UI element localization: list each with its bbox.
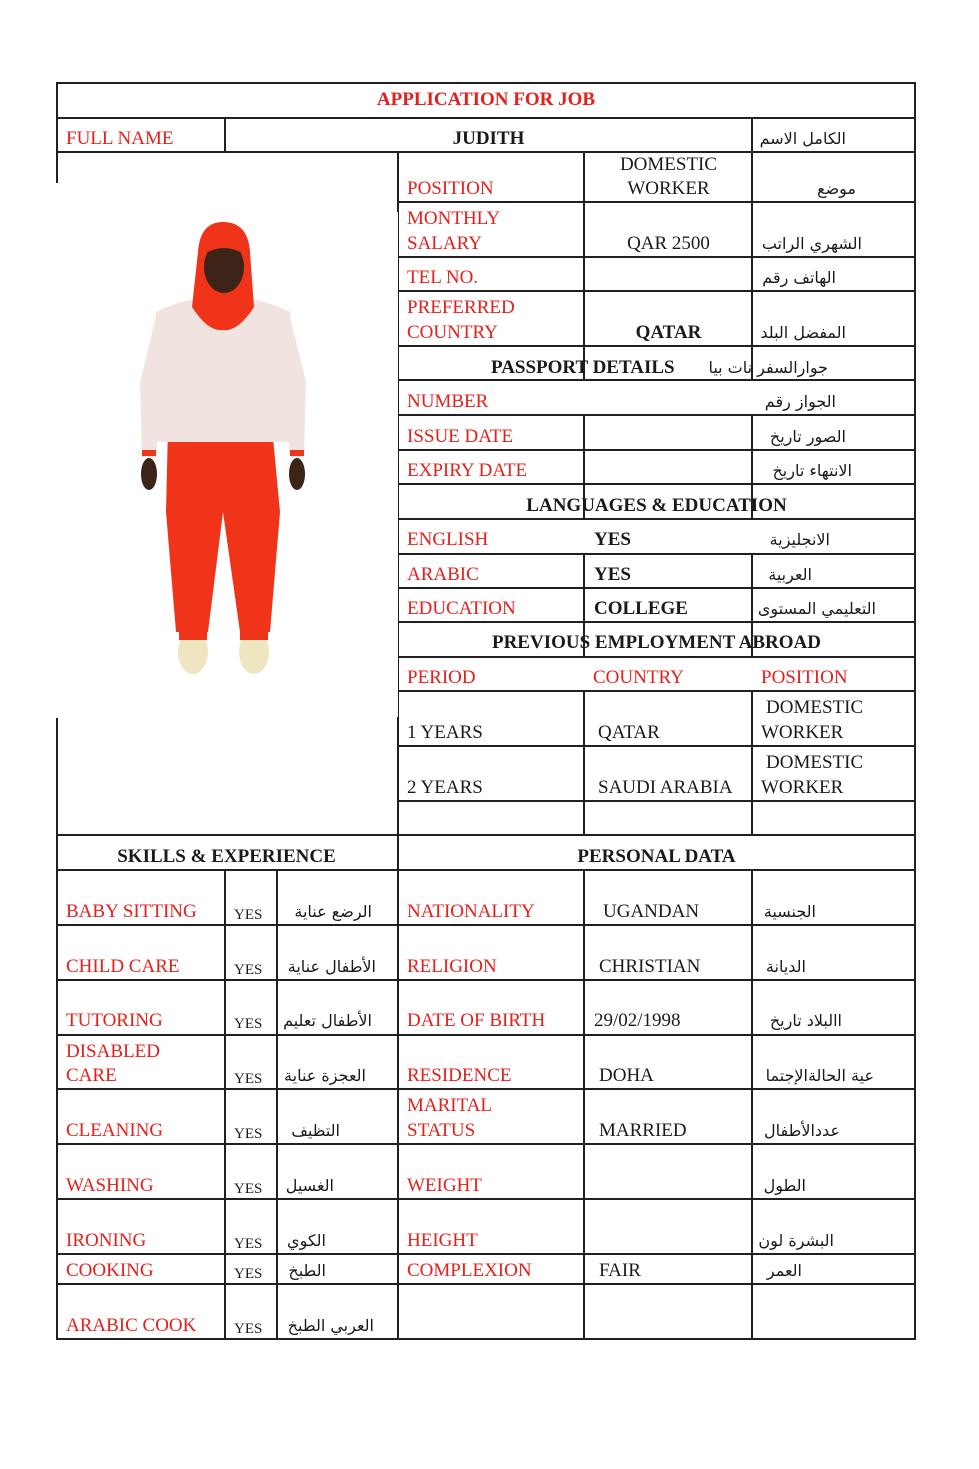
employment-header-country: COUNTRY (593, 667, 684, 688)
salary-ar: الشهري الراتب (761, 234, 862, 253)
marital-status-label-l1: MARITAL (407, 1095, 493, 1116)
nationality-value: UGANDAN (603, 901, 700, 922)
residence-value: DOHA (599, 1065, 654, 1086)
employment-row-2-position-l1: DOMESTIC (766, 752, 864, 773)
expiry-date-ar: الانتهاء تاريخ (772, 461, 852, 480)
preferred-country-label-l1: PREFERRED (407, 297, 515, 318)
skill-child-care-value: YES (234, 962, 263, 978)
position-value-l1: DOMESTIC (619, 154, 718, 175)
employment-row-1-position-l2: WORKER (761, 722, 844, 743)
tel-ar: الهاتف رقم (762, 268, 836, 287)
weight-ar: الطول (763, 1176, 806, 1195)
residence-label: RESIDENCE (407, 1065, 512, 1086)
employment-row-2-position-l2: WORKER (761, 777, 844, 798)
skill-ironing-value: YES (234, 1236, 263, 1252)
languages-heading: LANGUAGES & EDUCATION (526, 495, 787, 516)
issue-date-label: ISSUE DATE (407, 426, 514, 447)
employment-row-1-country: QATAR (598, 722, 660, 743)
religion-value: CHRISTIAN (599, 956, 701, 977)
skill-child-care-label: CHILD CARE (66, 956, 180, 977)
employment-row-2-country: SAUDI ARABIA (598, 777, 733, 798)
residence-ar: عية الحالةالإجتما (765, 1066, 874, 1085)
salary-label-l2: SALARY (407, 233, 482, 254)
passport-heading-ar: جوارالسفر نات بيا (708, 358, 828, 377)
weight-label: WEIGHT (407, 1175, 482, 1196)
skill-cooking-value: YES (234, 1266, 263, 1282)
date-of-birth-ar: االبلاد تاريخ (769, 1011, 842, 1030)
salary-label-l1: MONTHLY (407, 208, 501, 229)
skill-ironing-label: IRONING (66, 1230, 147, 1251)
preferred-country-label-l2: COUNTRY (407, 322, 498, 343)
employment-header-position: POSITION (761, 667, 848, 688)
complexion-value: FAIR (599, 1260, 641, 1281)
complexion-ar: العمر (766, 1261, 802, 1280)
marital-status-value: MARRIED (599, 1120, 687, 1141)
position-label: POSITION (407, 178, 494, 199)
skill-child-care-ar: الأطفال عناية (287, 957, 376, 976)
preferred-country-value: QATAR (635, 322, 702, 343)
skill-cleaning-ar: التظيف (291, 1121, 340, 1140)
date-of-birth-value: 29/02/1998 (594, 1010, 681, 1031)
skill-disabled-care-label-l1: DISABLED (66, 1041, 160, 1062)
education-label: EDUCATION (407, 598, 516, 619)
position-ar: موضع (817, 179, 856, 198)
skill-baby-sitting-value: YES (234, 907, 263, 923)
skill-tutoring-value: YES (234, 1016, 263, 1032)
skill-arabic-cook-value: YES (234, 1321, 263, 1337)
personal-heading: PERSONAL DATA (577, 846, 736, 867)
skill-arabic-cook-ar: العربي الطبخ (287, 1316, 374, 1335)
skill-cleaning-value: YES (234, 1126, 263, 1142)
skill-tutoring-ar: الأطفال تعليم (283, 1011, 372, 1030)
salary-value: QAR 2500 (627, 233, 710, 254)
employment-row-2-period: 2 YEARS (407, 777, 483, 798)
marital-status-ar: عددالأطفال (764, 1121, 840, 1140)
nationality-ar: الجنسية (763, 902, 816, 921)
arabic-value: YES (594, 564, 631, 585)
english-label: ENGLISH (407, 529, 489, 550)
skill-disabled-care-ar: العجزة عناية (284, 1066, 366, 1085)
education-ar: التعليمي المستوى (757, 599, 876, 618)
skill-ironing-ar: الكوي (287, 1231, 326, 1250)
date-of-birth-label: DATE OF BIRTH (407, 1010, 546, 1031)
passport-heading: PASSPORT DETAILS (491, 357, 675, 378)
skill-washing-label: WASHING (66, 1175, 154, 1196)
application-form (56, 82, 916, 1340)
skill-tutoring-label: TUTORING (66, 1010, 163, 1031)
full-name-value: JUDITH (452, 128, 525, 149)
english-value: YES (594, 529, 631, 550)
applicant-photo (58, 212, 398, 717)
education-value: COLLEGE (594, 598, 688, 619)
tel-label: TEL NO. (407, 267, 479, 288)
full-name-ar: الكامل الاسم (759, 129, 846, 148)
skills-heading: SKILLS & EXPERIENCE (117, 846, 336, 867)
height-ar: البشرة لون (758, 1231, 834, 1250)
position-value-l2: WORKER (627, 178, 710, 199)
skill-baby-sitting-label: BABY SITTING (66, 901, 197, 922)
skill-disabled-care-value: YES (234, 1071, 263, 1087)
employment-row-1-period: 1 YEARS (407, 722, 483, 743)
employment-heading: PREVIOUS EMPLOYMENT ABROAD (491, 632, 821, 653)
religion-label: RELIGION (407, 956, 497, 977)
skill-cooking-ar: الطبخ (288, 1261, 326, 1280)
full-name-label: FULL NAME (66, 128, 174, 149)
passport-number-label: NUMBER (407, 391, 489, 412)
form-title: APPLICATION FOR JOB (376, 89, 596, 110)
skill-cleaning-label: CLEANING (66, 1120, 164, 1141)
expiry-date-label: EXPIRY DATE (407, 460, 528, 481)
skill-washing-ar: الغسيل (285, 1176, 334, 1195)
skill-arabic-cook-label: ARABIC COOK (66, 1315, 197, 1336)
nationality-label: NATIONALITY (407, 901, 535, 922)
arabic-ar: العربية (768, 565, 812, 584)
skill-washing-value: YES (234, 1181, 263, 1197)
height-label: HEIGHT (407, 1230, 478, 1251)
skill-disabled-care-label-l2: CARE (66, 1065, 117, 1086)
complexion-label: COMPLEXION (407, 1260, 532, 1281)
issue-date-ar: الصور تاريخ (769, 427, 846, 446)
arabic-label: ARABIC (407, 564, 479, 585)
skill-cooking-label: COOKING (66, 1260, 154, 1281)
religion-ar: الديانة (765, 957, 806, 976)
skill-baby-sitting-ar: الرضع عناية (294, 902, 372, 921)
preferred-country-ar: المفضل البلد (760, 323, 846, 342)
employment-row-1-position-l1: DOMESTIC (766, 697, 864, 718)
marital-status-label-l2: STATUS (407, 1120, 476, 1141)
english-ar: الانجليزية (769, 530, 830, 549)
employment-header-period: PERIOD (407, 667, 476, 688)
passport-number-ar: الجواز رقم (764, 392, 836, 411)
